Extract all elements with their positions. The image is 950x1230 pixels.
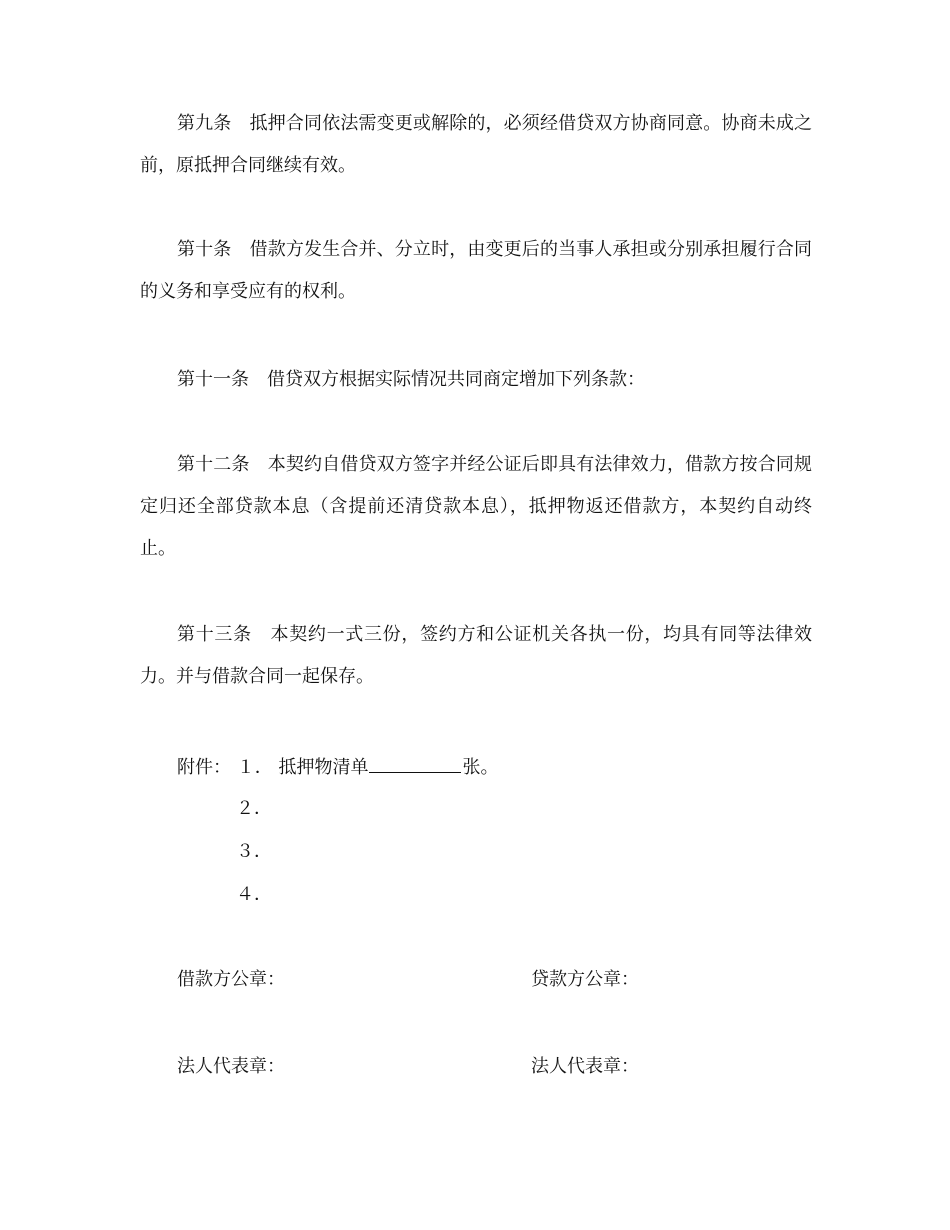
lender-rep-label: 法人代表章： (531, 1056, 639, 1077)
article-label: 第十一条 (177, 369, 249, 390)
fill-in-blank (369, 754, 461, 773)
borrower-rep-label: 法人代表章： (177, 1056, 285, 1077)
article-label: 第十三条 (177, 624, 252, 645)
article-text: 本契约一式三份，签约方和公证机关各执一份，均具有同等法律效力。并与借款合同一起保存。 (140, 624, 813, 687)
attachment-number: ２． (236, 798, 272, 819)
attachment-number: ３． (236, 841, 272, 862)
article-label: 第十条 (177, 239, 232, 260)
attachment-row-3 (236, 840, 272, 864)
article-10 (140, 229, 812, 313)
article-9 (140, 103, 812, 187)
borrower-seal-label: 借款方公章： (177, 969, 285, 990)
article-11 (140, 359, 812, 401)
article-text: 借贷双方根据实际情况共同商定增加下列条款： (267, 369, 645, 390)
attachment-number: １． (236, 757, 273, 778)
article-label: 第十二条 (177, 454, 250, 475)
lender-seal-label: 贷款方公章： (531, 969, 639, 990)
attachments-label: 附件： (177, 757, 231, 778)
article-label: 第九条 (177, 113, 232, 134)
attachment-row-1 (177, 754, 498, 780)
attachment-text: 抵押物清单 (278, 757, 369, 778)
article-text: 借款方发生合并、分立时，由变更后的当事人承担或分别承担履行合同的义务和享受应有的权利。 (140, 239, 813, 302)
attachment-row-4 (236, 883, 272, 907)
attachment-suffix: 张。 (462, 757, 499, 778)
article-13 (140, 614, 812, 698)
article-text: 抵押合同依法需变更或解除的，必须经借贷双方协商同意。协商未成之前，原抵押合同继续有效。 (140, 113, 813, 176)
attachment-row-2 (236, 797, 272, 821)
article-text: 本契约自借贷双方签字并经公证后即具有法律效力，借款方按合同规定归还全部贷款本息（含提前还清贷款本息），抵押物返还借款方，本契约自动终止。 (140, 454, 813, 559)
attachment-number: ４． (236, 884, 272, 905)
article-12 (140, 444, 812, 570)
